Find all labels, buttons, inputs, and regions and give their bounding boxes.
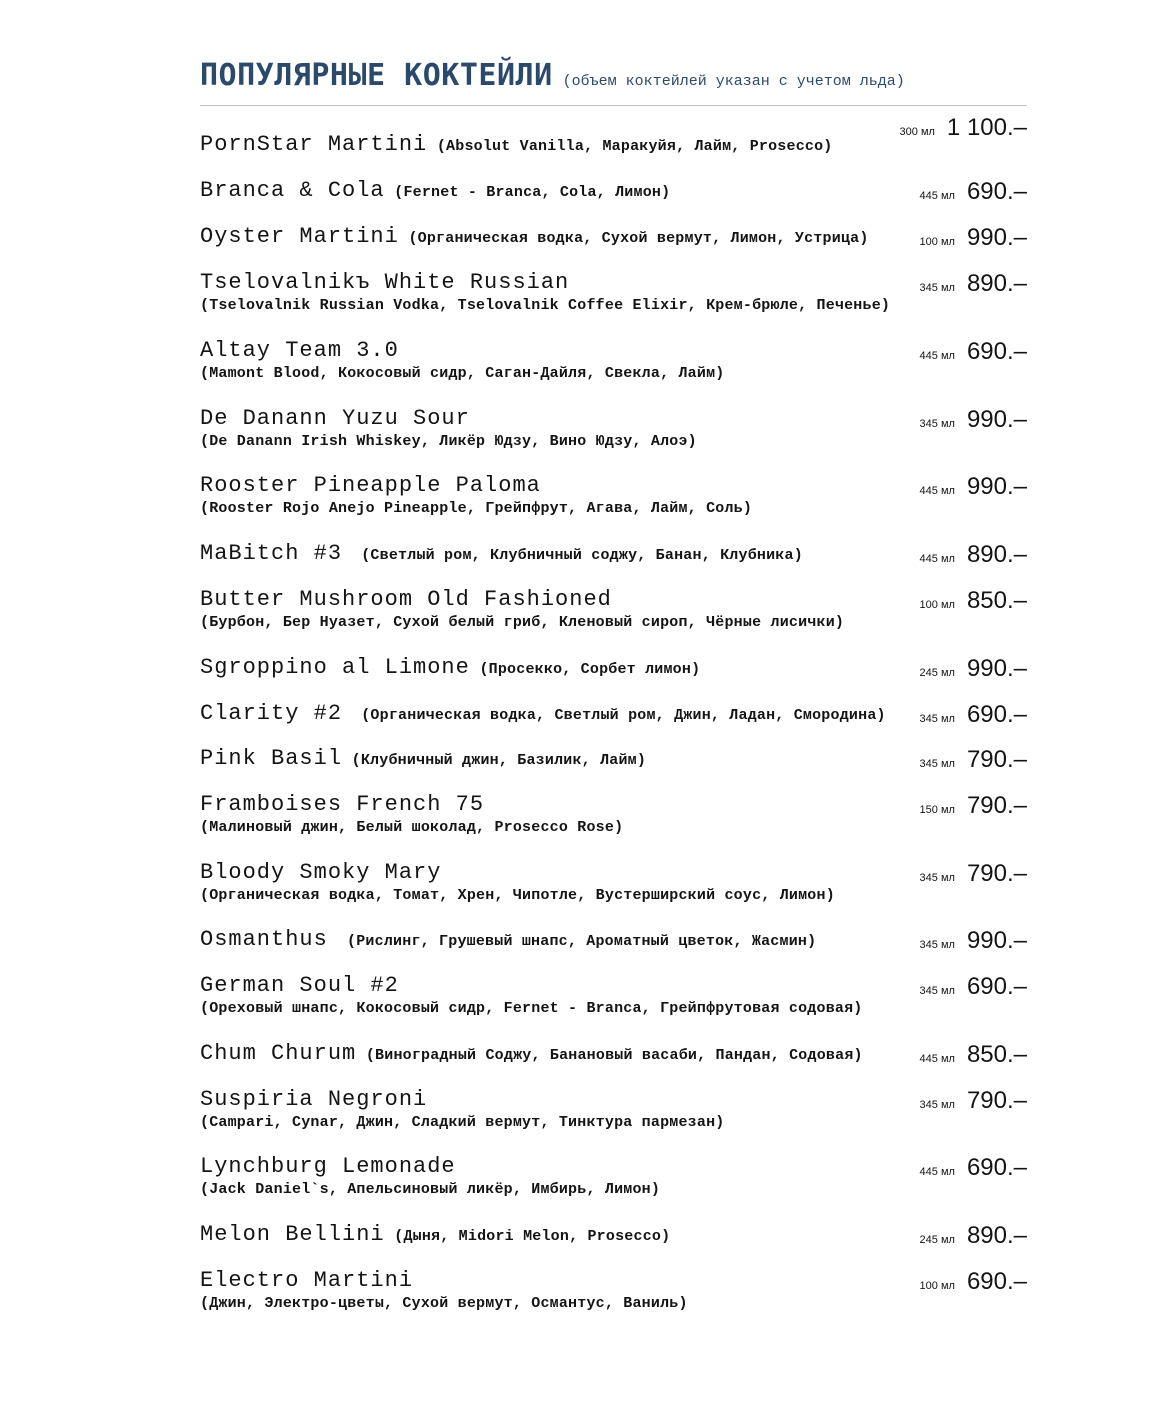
item-price: 690.–	[966, 1268, 1027, 1295]
item-name: PornStar Martini	[200, 132, 428, 157]
item-volume: 345 мл	[919, 939, 955, 951]
item-price: 850.–	[966, 1041, 1027, 1068]
item-ingredients: (Tselovalnik Russian Vodka, Tselovalnik Coffee Elixir, Крем-брюле, Печенье)	[200, 297, 891, 314]
item-ingredients: (Ореховый шнапс, Кокосовый сидр, Fernet - Branca, Грейпфрутовая содовая)	[200, 1000, 863, 1017]
item-volume: 445 мл	[919, 350, 955, 362]
menu-item	[200, 1087, 1027, 1131]
item-price: 690.–	[966, 973, 1027, 1000]
item-name: Sgroppino al Limone	[200, 655, 470, 680]
item-ingredients: (Absolut Vanilla, Маракуйя, Лайм, Prosecco)	[436, 138, 833, 155]
item-volume: 445 мл	[919, 1166, 955, 1178]
item-price: 990.–	[966, 224, 1027, 251]
item-volume: 345 мл	[919, 872, 955, 884]
item-ingredients: (Светлый ром, Клубничный соджу, Банан, Клубника)	[361, 547, 803, 564]
menu-item	[200, 541, 1027, 566]
item-name: Melon Bellini	[200, 1222, 385, 1247]
item-price: 690.–	[966, 178, 1027, 205]
item-price: 790.–	[966, 792, 1027, 819]
menu-item	[200, 178, 1027, 203]
menu-item	[200, 114, 1027, 157]
item-ingredients: (Jack Daniel`s, Апельсиновый ликёр, Имбирь, Лимон)	[200, 1181, 661, 1198]
item-price: 890.–	[966, 1222, 1027, 1249]
item-name: De Danann Yuzu Sour	[200, 406, 470, 431]
item-name: Framboises French 75	[200, 792, 485, 817]
item-price: 790.–	[966, 746, 1027, 773]
item-name: Chum Churum	[200, 1041, 357, 1066]
menu-item	[200, 860, 1027, 904]
item-name: Altay Team 3.0	[200, 338, 399, 363]
item-ingredients: (Клубничный джин, Базилик, Лайм)	[351, 752, 647, 769]
item-volume: 100 мл	[919, 1280, 955, 1292]
item-ingredients: (Дыня, Midori Melon, Prosecco)	[394, 1228, 671, 1245]
item-price: 850.–	[966, 587, 1027, 614]
item-name: Clarity #2	[200, 701, 343, 726]
item-volume: 345 мл	[919, 713, 955, 725]
menu-item	[200, 701, 1027, 726]
menu-item	[200, 270, 1027, 314]
item-price: 690.–	[966, 338, 1027, 365]
item-volume: 345 мл	[919, 418, 955, 430]
item-volume: 300 мл	[899, 126, 935, 138]
item-volume: 245 мл	[919, 667, 955, 679]
item-volume: 345 мл	[919, 758, 955, 770]
item-volume: 150 мл	[919, 804, 955, 816]
menu-item	[200, 1268, 1027, 1312]
item-price: 890.–	[966, 270, 1027, 297]
page-title: ПОПУЛЯРНЫЕ КОКТЕЙЛИ	[200, 58, 553, 93]
item-name: Suspiria Negroni	[200, 1087, 428, 1112]
item-volume: 345 мл	[919, 1099, 955, 1111]
item-name: Tselovalnikъ White Russian	[200, 270, 570, 295]
item-volume: 345 мл	[919, 282, 955, 294]
item-name: Lynchburg Lemonade	[200, 1154, 456, 1179]
item-name: Oyster Martini	[200, 224, 399, 249]
item-ingredients: (Джин, Электро-цветы, Сухой вермут, Османтус, Ваниль)	[200, 1295, 688, 1312]
item-price: 990.–	[966, 473, 1027, 500]
item-volume: 445 мл	[919, 485, 955, 497]
item-ingredients: (Малиновый джин, Белый шоколад, Prosecco Rose)	[200, 819, 624, 836]
item-ingredients: (Бурбон, Бер Нуазет, Сухой белый гриб, Кленовый сироп, Чёрные лисички)	[200, 614, 845, 631]
menu-item	[200, 224, 1027, 249]
page-subtitle: (объем коктейлей указан с учетом льда)	[562, 73, 905, 90]
item-ingredients: (Органическая водка, Светлый ром, Джин, Ладан, Смородина)	[361, 707, 886, 724]
item-name: Electro Martini	[200, 1268, 414, 1293]
item-volume: 245 мл	[919, 1234, 955, 1246]
item-name: MaBitch #3	[200, 541, 343, 566]
item-volume: 100 мл	[919, 236, 955, 248]
menu-page	[200, 58, 1027, 1312]
item-name: Branca & Cola	[200, 178, 385, 203]
item-ingredients: (De Danann Irish Whiskey, Ликёр Юдзу, Вино Юдзу, Алоэ)	[200, 433, 697, 450]
item-name: German Soul #2	[200, 973, 399, 998]
item-price: 890.–	[966, 541, 1027, 568]
item-volume: 345 мл	[919, 985, 955, 997]
menu-item	[200, 973, 1027, 1017]
item-name: Pink Basil	[200, 746, 343, 771]
item-name: Osmanthus	[200, 927, 328, 952]
item-name: Rooster Pineapple Paloma	[200, 473, 541, 498]
item-name: Bloody Smoky Mary	[200, 860, 442, 885]
menu-item	[200, 1041, 1027, 1066]
item-ingredients: (Rooster Rojo Anejo Pineapple, Грейпфрут, Агава, Лайм, Соль)	[200, 500, 753, 517]
item-name: Butter Mushroom Old Fashioned	[200, 587, 612, 612]
item-price: 990.–	[966, 655, 1027, 682]
menu-item	[200, 406, 1027, 450]
item-volume: 445 мл	[919, 190, 955, 202]
item-volume: 100 мл	[919, 599, 955, 611]
item-price: 790.–	[966, 860, 1027, 887]
menu-item	[200, 655, 1027, 680]
item-price: 1 100.–	[946, 114, 1027, 141]
item-price: 690.–	[966, 1154, 1027, 1181]
item-ingredients: (Виноградный Соджу, Банановый васаби, Пандан, Содовая)	[365, 1047, 863, 1064]
item-price: 990.–	[966, 406, 1027, 433]
item-price: 990.–	[966, 927, 1027, 954]
menu-item	[200, 792, 1027, 836]
item-volume: 445 мл	[919, 553, 955, 565]
item-ingredients: (Органическая водка, Сухой вермут, Лимон, Устрица)	[408, 230, 869, 247]
menu-item	[200, 1222, 1027, 1247]
item-ingredients: (Campari, Cynar, Джин, Сладкий вермут, Тинктура пармезан)	[200, 1114, 725, 1131]
menu-header	[200, 58, 1027, 106]
menu-item	[200, 1154, 1027, 1198]
menu-item	[200, 473, 1027, 517]
item-ingredients: (Органическая водка, Томат, Хрен, Чипотле, Вустерширский соус, Лимон)	[200, 887, 835, 904]
item-ingredients: (Просекко, Сорбет лимон)	[479, 661, 701, 678]
menu-item	[200, 746, 1027, 771]
item-volume: 445 мл	[919, 1053, 955, 1065]
menu-item	[200, 587, 1027, 631]
item-ingredients: (Рислинг, Грушевый шнапс, Ароматный цветок, Жасмин)	[347, 933, 817, 950]
item-ingredients: (Fernet - Branca, Cola, Лимон)	[394, 184, 671, 201]
item-ingredients: (Mamont Blood, Кокосовый сидр, Саган-Дайля, Свекла, Лайм)	[200, 365, 725, 382]
menu-item	[200, 338, 1027, 382]
item-price: 790.–	[966, 1087, 1027, 1114]
menu-item	[200, 927, 1027, 952]
item-price: 690.–	[966, 701, 1027, 728]
